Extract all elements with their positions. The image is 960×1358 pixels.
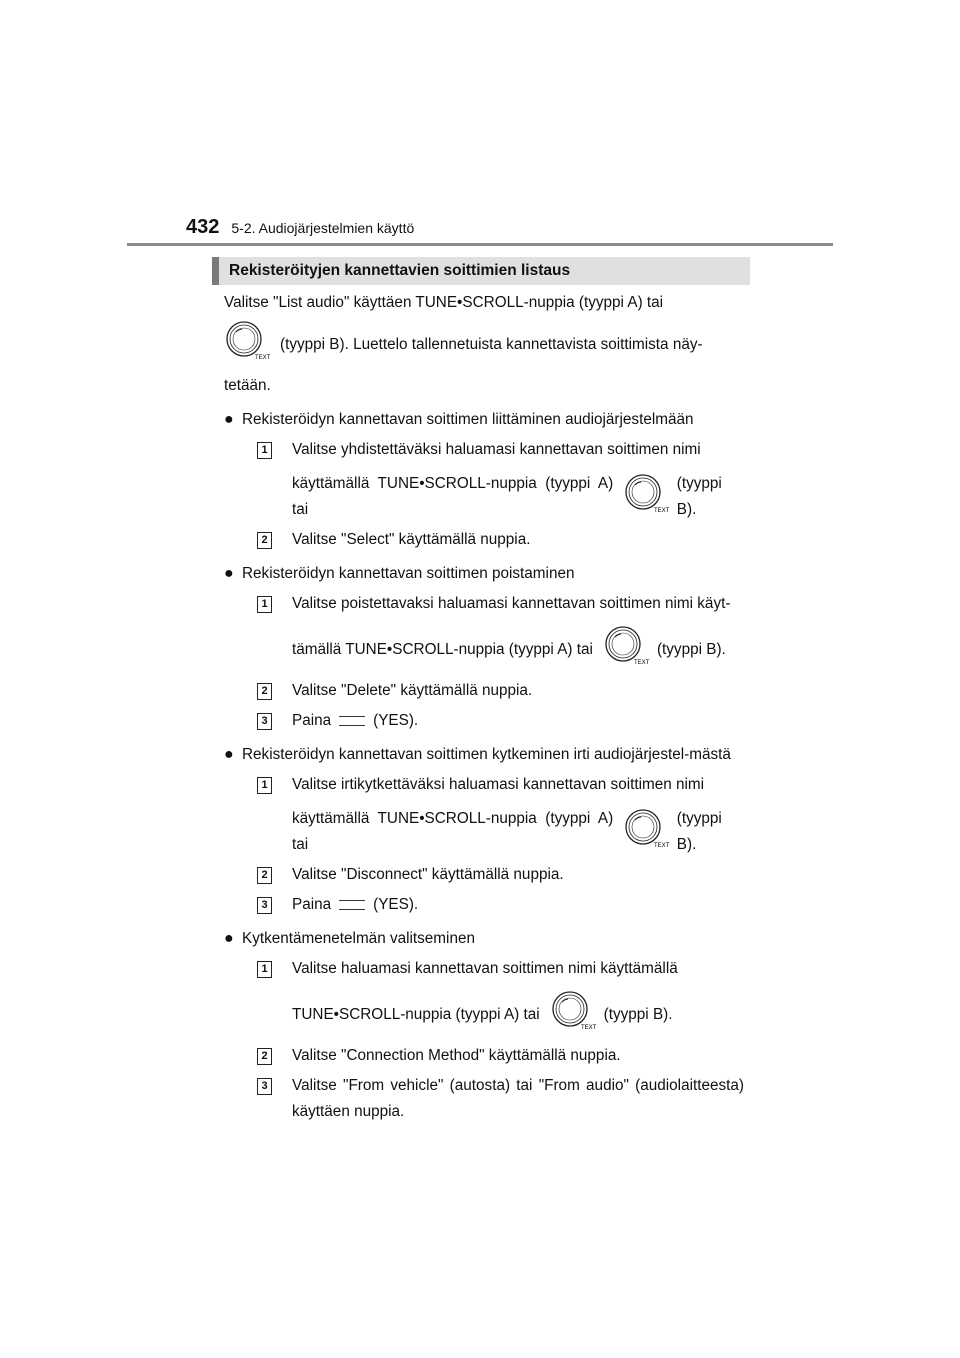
- yes-button-icon: [339, 900, 365, 910]
- svg-text:TEXT: TEXT: [580, 1025, 596, 1031]
- bullet-item: [224, 407, 744, 433]
- header-rule: [127, 243, 833, 246]
- step-line-2a: käyttämällä TUNE•SCROLL-nuppia (tyyppi A) tai: [292, 475, 614, 518]
- step-pre-text: Paina: [292, 712, 332, 729]
- bullet-dot-icon: ●: [224, 930, 234, 947]
- step-number: 2: [257, 532, 272, 549]
- step-line-1: Valitse poistettavaksi haluamasi kannettavan soittimen nimi käyt-: [292, 595, 731, 612]
- step-line-1: Valitse haluamasi kannettavan soittimen nimi käyttämällä: [292, 960, 678, 977]
- sections: [224, 407, 744, 1125]
- step-item: [224, 437, 744, 523]
- page-number: 432: [186, 216, 220, 238]
- subheading-text: Rekisteröityjen kannettavien soittimien listaus: [229, 262, 571, 279]
- subheading: [212, 257, 750, 285]
- step-line-1: Valitse "Select" käyttämällä nuppia.: [292, 531, 531, 548]
- intro-knob-line: [224, 320, 744, 369]
- step-line-2b: (tyyppi B).: [676, 475, 722, 518]
- step-number: 1: [257, 442, 272, 459]
- step-text: [292, 708, 744, 734]
- step-line-1: Valitse "From vehicle" (autosta) tai "From audio" (audiolaitteesta) käyttäen nuppia.: [292, 1077, 744, 1120]
- svg-text:TEXT: TEXT: [654, 507, 670, 514]
- step-text: [292, 956, 744, 1039]
- bullet-dot-icon: ●: [224, 411, 234, 428]
- yes-button-icon: [339, 716, 365, 726]
- step-text: [292, 527, 744, 553]
- step-line-2: [292, 990, 744, 1039]
- bullet-dot-icon: ●: [224, 565, 234, 582]
- step-item: [224, 956, 744, 1039]
- step-post-text: (YES).: [373, 896, 419, 913]
- step-text: [292, 678, 744, 704]
- intro-line-1: Valitse "List audio" käyttäen TUNE•SCROLL-nuppia (tyyppi A) tai: [224, 294, 664, 311]
- section-title: 5-2. Audiojärjestelmien käyttö: [231, 220, 415, 236]
- bullet-text: Kytkentämenetelmän valitseminen: [242, 930, 475, 947]
- step-line-1: Valitse yhdistettäväksi haluamasi kannettavan soittimen nimi: [292, 441, 701, 458]
- step-item: [224, 708, 744, 734]
- step-item: [224, 1043, 744, 1069]
- step-text: [292, 772, 744, 858]
- bullet-text: Rekisteröidyn kannettavan soittimen kytkeminen irti audiojärjestel-mästä: [242, 746, 731, 763]
- step-number: 2: [257, 683, 272, 700]
- tune-knob-icon: [623, 473, 670, 522]
- step-item: [224, 892, 744, 918]
- step-line-2b: (tyyppi B).: [676, 810, 722, 853]
- step-item: [224, 591, 744, 674]
- svg-text:TEXT: TEXT: [633, 660, 650, 666]
- tune-knob-icon: [224, 320, 271, 369]
- bullet-item: [224, 561, 744, 587]
- step-line-2a: käyttämällä TUNE•SCROLL-nuppia (tyyppi A) tai: [292, 810, 614, 853]
- step-item: [224, 678, 744, 704]
- step-text: [292, 437, 744, 523]
- tune-knob-icon: [603, 625, 650, 674]
- intro-line-3: tetään.: [224, 377, 271, 394]
- step-line-1: Valitse "Disconnect" käyttämällä nuppia.: [292, 866, 564, 883]
- step-text: [292, 892, 744, 918]
- step-line-2: [292, 471, 744, 523]
- step-line-2b: (tyyppi B).: [656, 640, 726, 658]
- content: [224, 290, 744, 1125]
- step-item: [224, 527, 744, 553]
- tune-knob-icon: [550, 990, 594, 1039]
- step-number: 1: [257, 596, 272, 613]
- step-line-1: Valitse irtikytkettäväksi haluamasi kannettavan soittimen nimi: [292, 776, 705, 793]
- step-item: [224, 862, 744, 888]
- step-line-2a: TUNE•SCROLL-nuppia (tyyppi A) tai: [292, 1005, 540, 1023]
- step-pre-text: Paina: [292, 896, 332, 913]
- intro-line-2: (tyyppi B). Luettelo tallennetuista kannettavista soittimista näy-: [280, 335, 703, 353]
- step-text: [292, 1073, 744, 1125]
- bullet-item: [224, 742, 744, 768]
- step-number: 3: [257, 897, 272, 914]
- step-text: [292, 1043, 744, 1069]
- bullet-dot-icon: ●: [224, 746, 234, 763]
- step-number: 3: [257, 713, 272, 730]
- svg-text:TEXT: TEXT: [255, 355, 271, 361]
- page-header: [186, 216, 414, 239]
- svg-text:TEXT: TEXT: [654, 842, 670, 849]
- tune-knob-icon: [623, 808, 670, 857]
- step-number: 2: [257, 867, 272, 884]
- step-number: 1: [257, 961, 272, 978]
- bullet-text: Rekisteröidyn kannettavan soittimen liittäminen audiojärjestelmään: [242, 411, 694, 428]
- step-line-2: [292, 806, 744, 858]
- step-number: 2: [257, 1048, 272, 1065]
- step-line-2a: tämällä TUNE•SCROLL-nuppia (tyyppi A) tai: [292, 640, 593, 658]
- step-line-2b: (tyyppi B).: [603, 1005, 673, 1023]
- step-line-1: Valitse "Delete" käyttämällä nuppia.: [292, 682, 533, 699]
- step-line-1: Valitse "Connection Method" käyttämällä nuppia.: [292, 1047, 621, 1064]
- step-item: [224, 1073, 744, 1125]
- step-text: [292, 862, 744, 888]
- step-number: 3: [257, 1078, 272, 1095]
- step-text: [292, 591, 744, 674]
- step-number: 1: [257, 777, 272, 794]
- step-line-2: [292, 625, 744, 674]
- step-item: [224, 772, 744, 858]
- bullet-item: [224, 926, 744, 952]
- step-post-text: (YES).: [373, 712, 419, 729]
- bullet-text: Rekisteröidyn kannettavan soittimen poistaminen: [242, 565, 575, 582]
